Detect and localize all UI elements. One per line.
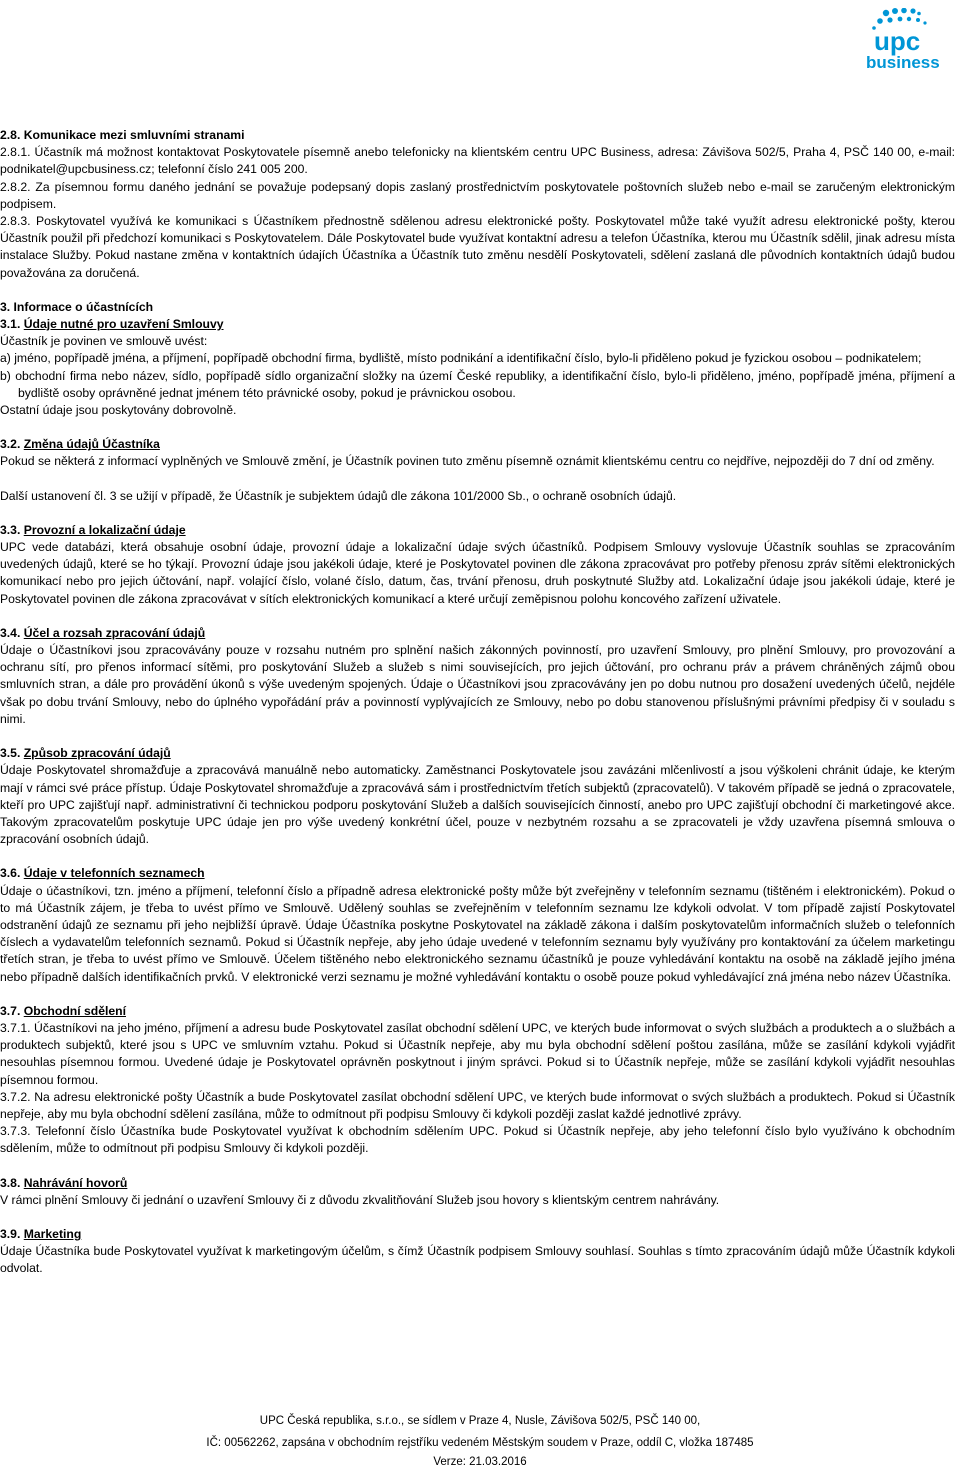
paragraph: Účastník je povinen ve smlouvě uvést: <box>0 334 208 349</box>
subsection-number: 3.7. <box>0 1003 21 1018</box>
upc-business-logo <box>862 8 952 70</box>
list-item: b) obchodní firma nebo název, sídlo, popřípadě sídlo organizační složky na území České republiky, a identifikační číslo, bylo-li přiděleno, jméno, popřípadě jména, příjmení a bydliště osoby oprávněné jednat jménem této právnické osoby, pokud je právnickou osobou. <box>0 368 955 400</box>
subsection-heading <box>0 522 955 539</box>
subsection-heading <box>0 865 955 882</box>
subsection-number: 3.8. <box>0 1175 21 1190</box>
paragraph: UPC vede databázi, která obsahuje osobní údaje, provozní údaje a lokalizační údaje svých účastníků. Podpisem Smlouvy vyslovuje Účastník souhlas se zpracováním uvedených údajů, které se ho týkají. Provozní údaje jsou jakékoli údaje, které je Poskytovatel povinen dle zákona zpracovávat pro potřeby přenosu zpráv sítěmi elektronických komunikací nebo pro jejich účtování, např. volající číslo, volané číslo, datum, čas, trvání přenosu, druh poskytnuté Služby atd. Lokalizační údaje jsou jakékoli údaje, které je Poskytovatel povinen dle zákona zpracovávat v sítích elektronických komunikací a které určují zeměpisnou polohu koncového zařízení uživatele. <box>0 540 955 606</box>
subsection-number: 3.4. <box>0 625 21 640</box>
subsection-heading <box>0 316 955 333</box>
paragraph: Ostatní údaje jsou poskytovány dobrovolně. <box>0 403 237 418</box>
paragraph: 3.7.3. Telefonní číslo Účastníka bude Poskytovatel využívat k obchodním sdělením UPC. Pokud si Účastník nepřeje, aby jeho telefonní číslo bylo využíváno k obchodním sdělením, může to odmítnout při podpisu Smlouvy či kdykoli později. <box>0 1124 955 1156</box>
paragraph: 2.8.3. Poskytovatel využívá ke komunikaci s Účastníkem přednostně sdělenou adresu elektronické pošty. Poskytovatel může také využít adresu elektronické pošty, kterou Účastník použil při předchozí komunikaci s Poskytovatelem. Dále Poskytovatel bude využívat kontaktní adresu a telefon Účastníka, kterou mu Účastník sdělil, jinak adresu místa instalace Služby. Pokud nastane změna v kontaktních údajích Účastníka a Účastník tuto změnu nesdělí Poskytovateli, sdělení zaslaná dle původních kontaktních údajů budou považována za doručená. <box>0 214 955 280</box>
subsection-title: Údaje v telefonních seznamech <box>23 866 205 881</box>
footer-registration: IČ: 00562262, zapsána v obchodním rejstříku vedeném Městským soudem v Praze, oddíl C, vložka 187485 <box>206 1437 754 1449</box>
subsection-number: 3.9. <box>0 1226 21 1241</box>
paragraph: 2.8.1. Účastník má možnost kontaktovat Poskytovatele písemně anebo telefonicky na klientském centru UPC Business, adresa: Závišova 502/5, Praha 4, PSČ 140 00, e-mail: podnikatel@upcbusiness.cz; telefonní číslo 241 005 200. <box>0 145 955 177</box>
paragraph: Údaje Účastníka bude Poskytovatel využívat k marketingovým účelům, s čímž Účastník podpisem Smlouvy souhlasí. Souhlas s tímto zpracováním údajů může Účastník kdykoli odvolat. <box>0 1244 955 1276</box>
logo-business-text: business <box>866 53 940 70</box>
subsection-heading <box>0 1003 955 1020</box>
paragraph: V rámci plnění Smlouvy či jednání o uzavření Smlouvy či z důvodu zkvalitňování Služeb jsou hovory s klientským centrem nahrávány. <box>0 1192 720 1207</box>
subsection-heading <box>0 625 955 642</box>
document-body <box>0 127 955 1278</box>
paragraph: Údaje o účastníkovi, tzn. jméno a příjmení, telefonní číslo a případně adresa elektronické pošty může být zveřejněny v telefonním seznamu (tištěném i elektronickém). Pokud o to má Účastník zájem, je třeba to uvést přímo ve Smlouvě. Udělený souhlas se zveřejněním v telefonním seznamu lze kdykoli odvolat. V tom případě zajistí Poskytovatel odstranění údajů ze seznamu při jeho nejbližší úpravě. Údaje Účastníka poskytne Poskytovatel na základě zákona i dalším poskytovatelům informačních služeb o telefonních číslech a vydavatelům telefonních seznamů. Pokud si Účastník nepřeje, aby jeho údaje uvedené v telefonním seznamu byly využívány pro kontaktování za účelem marketingu třetích stran, je třeba to uvést přímo ve Smlouvě. Účelem tištěného nebo elektronického seznamu účastníků je pouze vyhledávání kontaktu na osobě na základě jejího jména nebo případně dalších identifikačních prvků. V elektronické verzi seznamu je možné vyhledávání kontaktu o osobě pouze pokud vyhledávající zná jména nebo název Účastníka. <box>0 883 955 984</box>
footer-company-address: UPC Česká republika, s.r.o., se sídlem v Praze 4, Nusle, Závišova 502/5, PSČ 140 00, <box>259 1415 701 1427</box>
paragraph: Pokud se některá z informací vyplněných ve Smlouvě změní, je Účastník povinen tuto změnu písemně oznámit klientskému centru co nejdříve, nejpozději do 7 dní od změny. <box>0 454 935 469</box>
subsection-heading <box>0 1175 955 1192</box>
subsection-title: Způsob zpracování údajů <box>23 746 171 761</box>
subsection-heading <box>0 436 955 453</box>
section-heading: 2.8. Komunikace mezi smluvními stranami <box>0 128 245 142</box>
section-heading: 3. Informace o účastnících <box>0 299 154 314</box>
subsection-title: Nahrávání hovorů <box>23 1175 128 1190</box>
list-item: a) jméno, popřípadě jména, a příjmení, popřípadě obchodní firma, bydliště, místo podnikání a identifikační číslo, bylo-li přiděleno pokud je fyzickou osobou – podnikatelem; <box>0 351 922 366</box>
paragraph: Údaje Poskytovatel shromažďuje a zpracovává manuálně nebo automaticky. Zaměstnanci Poskytovatele jsou zavázáni mlčenlivostí a jsou výškoleni chránit údaje, ke kterým mají v rámci své práce přístup. Údaje Poskytovatel shromažďuje a zpracovává sám i prostřednictvím třetích subjektů (zpracovatelů). V takovém případě se jedná o zpracovatele, kteří pro UPC zajišťují např. administrativní či technickou podporu poskytování Služeb a dalších souvisejících činností, anebo pro UPC zajišťují obchodní či marketingové akce. Takovým zpracovatelům poskytuje UPC údaje jen pro výše uvedený konkrétní účel, pouze v nezbytném rozsahu a se zpracovateli je vždy uzavřena písemná smlouva o zpracování osobních údajů. <box>0 763 955 847</box>
subsection-title: Údaje nutné pro uzavření Smlouvy <box>23 317 224 332</box>
subsection-title: Provozní a lokalizační údaje <box>23 522 186 537</box>
subsection-number: 3.3. <box>0 522 21 537</box>
paragraph: 3.7.2. Na adresu elektronické pošty Účastník a bude Poskytovatel zasílat obchodní sdělení UPC, ve kterých bude informovat o svých službách a produktech. Pokud si Účastník nepřeje, aby mu byla obchodní sdělení zasílána, může to odmítnout při podpisu Smlouvy či kdykoli později zaslat každé jednotlivé zprávy. <box>0 1089 955 1121</box>
subsection-title: Účel a rozsah zpracování údajů <box>23 625 206 640</box>
subsection-heading <box>0 745 955 762</box>
paragraph: 2.8.2. Za písemnou formu daného jednání se považuje podepsaný dopis zaslaný prostřednictvím poskytovatele poštovních služeb nebo e-mail se zaručeným elektronickým podpisem. <box>0 179 955 211</box>
footer-version: Verze: 21.03.2016 <box>433 1456 527 1468</box>
logo-upc-text: upc <box>874 26 921 56</box>
subsection-title: Změna údajů Účastníka <box>23 437 160 452</box>
subsection-number: 3.5. <box>0 746 21 761</box>
subsection-title: Obchodní sdělení <box>23 1003 126 1018</box>
subsection-number: 3.1. <box>0 317 21 332</box>
subsection-title: Marketing <box>23 1226 82 1241</box>
paragraph: Další ustanovení čl. 3 se užijí v případě, že Účastník je subjektem údajů dle zákona 101/2000 Sb., o ochraně osobních údajů. <box>0 488 677 503</box>
paragraph: 3.7.1. Účastníkovi na jeho jméno, příjmení a adresu bude Poskytovatel zasílat obchodní sdělení UPC, ve kterých bude informovat o svých službách a produktech a o službách a produktech subjektů, které jsou s UPC ve smluvním vztahu. Pokud si Účastník nepřeje, aby mu byla obchodní sdělení poštou zasílána, může se zasílání kdykoli vyjádřit nesouhlas písemnou formou. Uvedené údaje je Poskytovatel oprávněn poskytnout i jiným správci. Pokud si to Účastník nepřeje, může se zasílání kdykoli vyjádřit nesouhlas písemnou formou. <box>0 1020 955 1087</box>
subsection-number: 3.2. <box>0 437 21 452</box>
subsection-heading <box>0 1226 955 1243</box>
subsection-number: 3.6. <box>0 866 21 881</box>
paragraph: Údaje o Účastníkovi jsou zpracovávány pouze v rozsahu nutném pro splnění našich zákonných povinností, pro uzavření Smlouvy, pro plnění Smlouvy, pro provozování a ochranu sítí, pro přenos informací sítěmi, pro poskytování Služeb a služeb s nimi souvisejících, pro jejich účtování, pro ochranu práv a právem chráněných zájmů obou smluvních stran, a dále pro provádění úkonů s výše uvedeným spojených. Údaje o Účastníkovi jsou zpracovávány jen po dobu nutnou pro dosažení uvedených účelů, nejdéle však po dobu trvání Smlouvy, nebo do úplného vypořádání práv a povinností vyplývajících ze Smlouvy, nebo po dobu stanovenou příslušnými právními předpisy či v souladu s nimi. <box>0 643 955 726</box>
